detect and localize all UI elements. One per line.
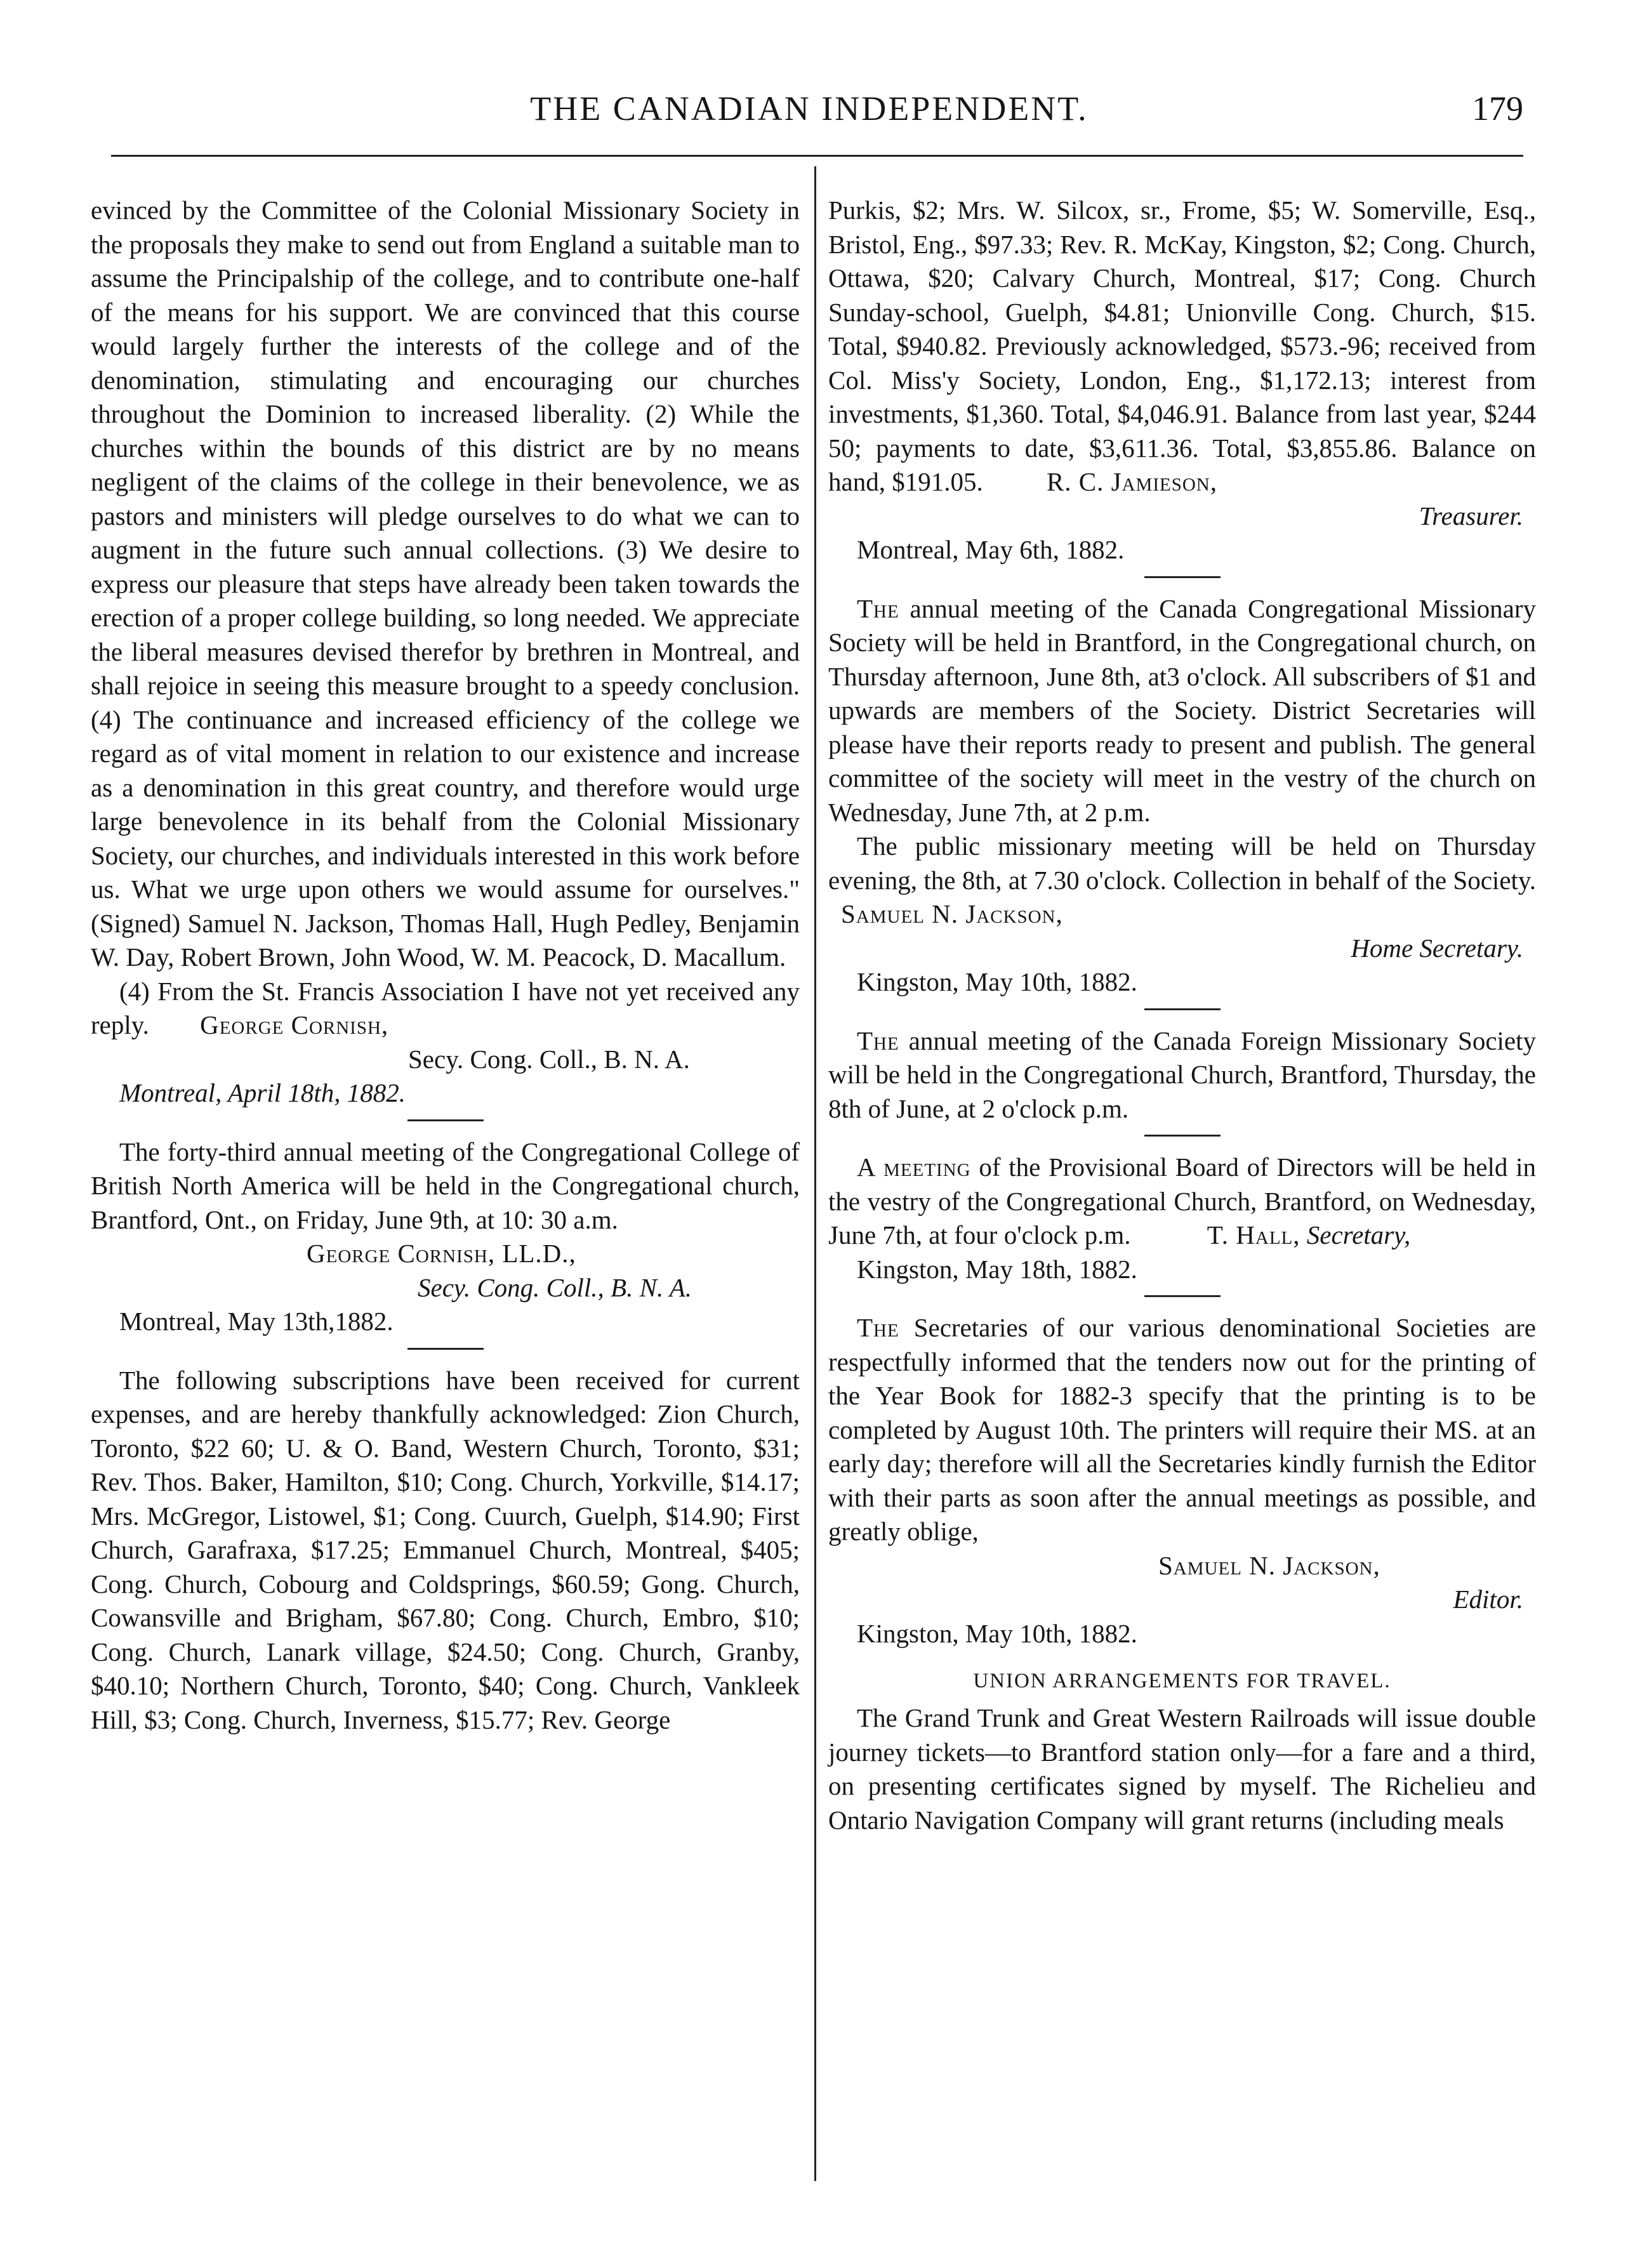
section-rule (1144, 1008, 1221, 1010)
home-secretary-title: Home Secretary. (1351, 933, 1523, 963)
st-francis-text: (4) From the St. Francis Association I have not yet received any reply. (91, 976, 800, 1039)
treasurer-name: R. C. Jamieson, (1046, 467, 1217, 496)
right-column (828, 194, 1536, 1837)
subscriptions-paragraph: The following subscriptions have been received for current expenses, and are hereby thankfully acknowledged: Zion Church, Toronto, $22 60; U. & O. Band, Western Church, Toronto, $31; Rev. Thos. Baker, Hamilton, $10; Cong. Church, Yorkville, $14.17; Mrs. McGregor, Listowel, $1; Cong. Cuurch, Guelph, $14.90; First Church, Garafraxa, $17.25; Emmanuel Church, Montreal, $405; Cong. Church, Cobourg and Coldsprings, $60.59; Gong. Church, Cowansville and Brigham, $67.80; Cong. Church, Embro, $10; Cong. Church, Lanark village, $24.50; Cong. Church, Granby, $40.10; Northern Church, Toronto, $40; Cong. Church, Vankleek Hill, $3; Cong. Church, Inverness, $15.77; Rev. George (91, 1365, 800, 1734)
public-meeting-text: The public missionary meeting will be held on Thursday evening, the 8th, at 7.30 o'clock. Collection in behalf of the Society. (828, 831, 1536, 895)
st-francis-title: Secy. Cong. Coll., B. N. A. (408, 1044, 690, 1074)
missionary-meeting-text: annual meeting of the Canada Congregational Missionary Society will be held in Brantford, in the Congregational church, on Thursday afternoon, June 8th, at3 o'clock. All subscribers of $1 and upwards are members of the Society. District Secretaries will please have their reports ready to present and publish. The general committee of the society will meet in the vestry of the church on Wednesday, June 7th, at 2 p.m. (828, 593, 1537, 827)
secretaries-notice (828, 1311, 1536, 1549)
section-rule (1144, 1295, 1221, 1297)
st-francis-date: Montreal, April 18th, 1882. (119, 1078, 406, 1107)
public-meeting-notice (828, 829, 1536, 932)
editor-date: Kingston, May 10th, 1882. (857, 1618, 1137, 1648)
secretaries-text: Secretaries of our various denominational Societies are respectfully informed that the tenders now out for the printing of the Year Book for 1882-3 specify that the printing is to be completed by August 10th. The printers will require their MS. at an early day; therefore will all the Secretaries kindly furnish the Editor with their parts as soon after the annual meetings as possible, and greatly oblige, (828, 1313, 1537, 1546)
st-francis-signer: George Cornish, (200, 1010, 389, 1039)
subscriptions-continued (828, 194, 1536, 499)
board-meeting-notice (828, 1150, 1536, 1253)
subscriptions-continued-text: Purkis, $2; Mrs. W. Silcox, sr., Frome, $5; W. Somerville, Esq., Bristol, Eng., $97.33; Rev. R. McKay, Kingston, $2; Cong. Church, Ottawa, $20; Calvary Church, Montreal, $17; Cong. Church Sunday-school, Guelph, $4.81; Unionville Cong. Church, $15. Total, $940.82. Previously acknowledged, $573.-96; received from Col. Miss'y Society, London, Eng., $1,172.13; interest from investments, $1,360. Total, $4,046.91. Balance from last year, $244 50; payments to date, $3,611.36. Total, $3,855.86. Balance on hand, $191.05. (828, 195, 1536, 496)
foreign-meeting-notice (828, 1024, 1536, 1126)
board-meeting-lead: A meeting (857, 1152, 971, 1182)
board-signer: T. Hall, (1207, 1220, 1300, 1249)
section-rule (407, 1119, 484, 1121)
board-meeting-text: of the Provisional Board of Directors will be held in the vestry of the Congregational Church, Brantford, on Wednesday, June 7th, at four o'clock p.m. (828, 1152, 1537, 1249)
section-rule (407, 1348, 484, 1350)
treasurer-date: Montreal, May 6th, 1882. (857, 535, 1125, 564)
college-notice-date: Montreal, May 13th,1882. (119, 1307, 394, 1336)
missionary-meeting-lead: The (857, 593, 899, 623)
home-secretary-name: Samuel N. Jackson, (841, 899, 1063, 928)
editor-name: Samuel N. Jackson, (1158, 1550, 1380, 1580)
running-title: THE CANADIAN INDEPENDENT. (530, 89, 1089, 128)
header-rule (111, 155, 1523, 157)
column-divider (814, 166, 816, 2181)
editor-title: Editor. (1453, 1585, 1523, 1614)
board-signer-title: Secretary, (1306, 1220, 1411, 1249)
secretaries-lead: The (857, 1313, 899, 1342)
left-column (91, 194, 800, 1737)
travel-paragraph: The Grand Trunk and Great Western Railroads will issue double journey tickets—to Brantford station only—for a fare and a third, on presenting certificates signed by myself. The Richelieu and Ontario Navigation Company will grant returns (including meals (828, 1703, 1536, 1835)
foreign-meeting-text: annual meeting of the Canada Foreign Missionary Society will be held in the Congregational Church, Brantford, Thursday, the 8th of June, at 2 o'clock p.m. (828, 1025, 1537, 1123)
page-header (95, 86, 1523, 137)
st-francis-paragraph (91, 975, 800, 1043)
college-meeting-notice: The forty-third annual meeting of the Congregational College of British North America will be held in the Congregational church, Brantford, Ont., on Friday, June 9th, at 10: 30 a.m. (91, 1137, 800, 1234)
college-signer: George Cornish, LL.D., (307, 1239, 576, 1268)
college-signer-title: Secy. Cong. Coll., B. N. A. (418, 1272, 692, 1302)
home-secretary-date: Kingston, May 10th, 1882. (857, 967, 1137, 996)
page-number: 179 (1472, 89, 1523, 128)
section-rule (1144, 576, 1221, 578)
committee-report-paragraph: evinced by the Committee of the Colonial Missionary Society in the proposals they make to send out from England a suitable man to assume the Principalship of the college, and to contribute one-half of the means for his support. We are convinced that this course would largely further the interests of the college and of the denomination, stimulating and encouraging our churches throughout the Dominion to increased liberality. (2) While the churches within the bounds of this district are by no means negligent of the claims of the college in their benevolence, we as pastors and ministers will pledge ourselves to do what we can to augment in the future such annual collections. (3) We desire to express our pleasure that steps have already been taken towards the erection of a proper college building, so long needed. We appreciate the liberal measures devised therefor by brethren in Montreal, and shall rejoice in seeing this measure brought to a speedy conclusion. (4) The continuance and increased efficiency of the college we regard as of vital moment in relation to our existence and increase as a denomination in this great country, and therefore would urge large benevolence in its behalf from the Colonial Missionary Society, our churches, and individuals interested in this work before us. What we urge upon others we would assume for ourselves." (Signed) Samuel N. Jackson, Thomas Hall, Hugh Pedley, Benjamin W. Day, Robert Brown, John Wood, W. M. Peacock, D. Macallum. (91, 195, 800, 972)
treasurer-title: Treasurer. (1419, 501, 1523, 531)
missionary-meeting-notice (828, 592, 1536, 830)
travel-heading: UNION ARRANGEMENTS FOR TRAVEL. (973, 1670, 1391, 1692)
section-rule (1144, 1135, 1221, 1137)
foreign-meeting-lead: The (857, 1025, 899, 1055)
board-date: Kingston, May 18th, 1882. (857, 1254, 1137, 1284)
